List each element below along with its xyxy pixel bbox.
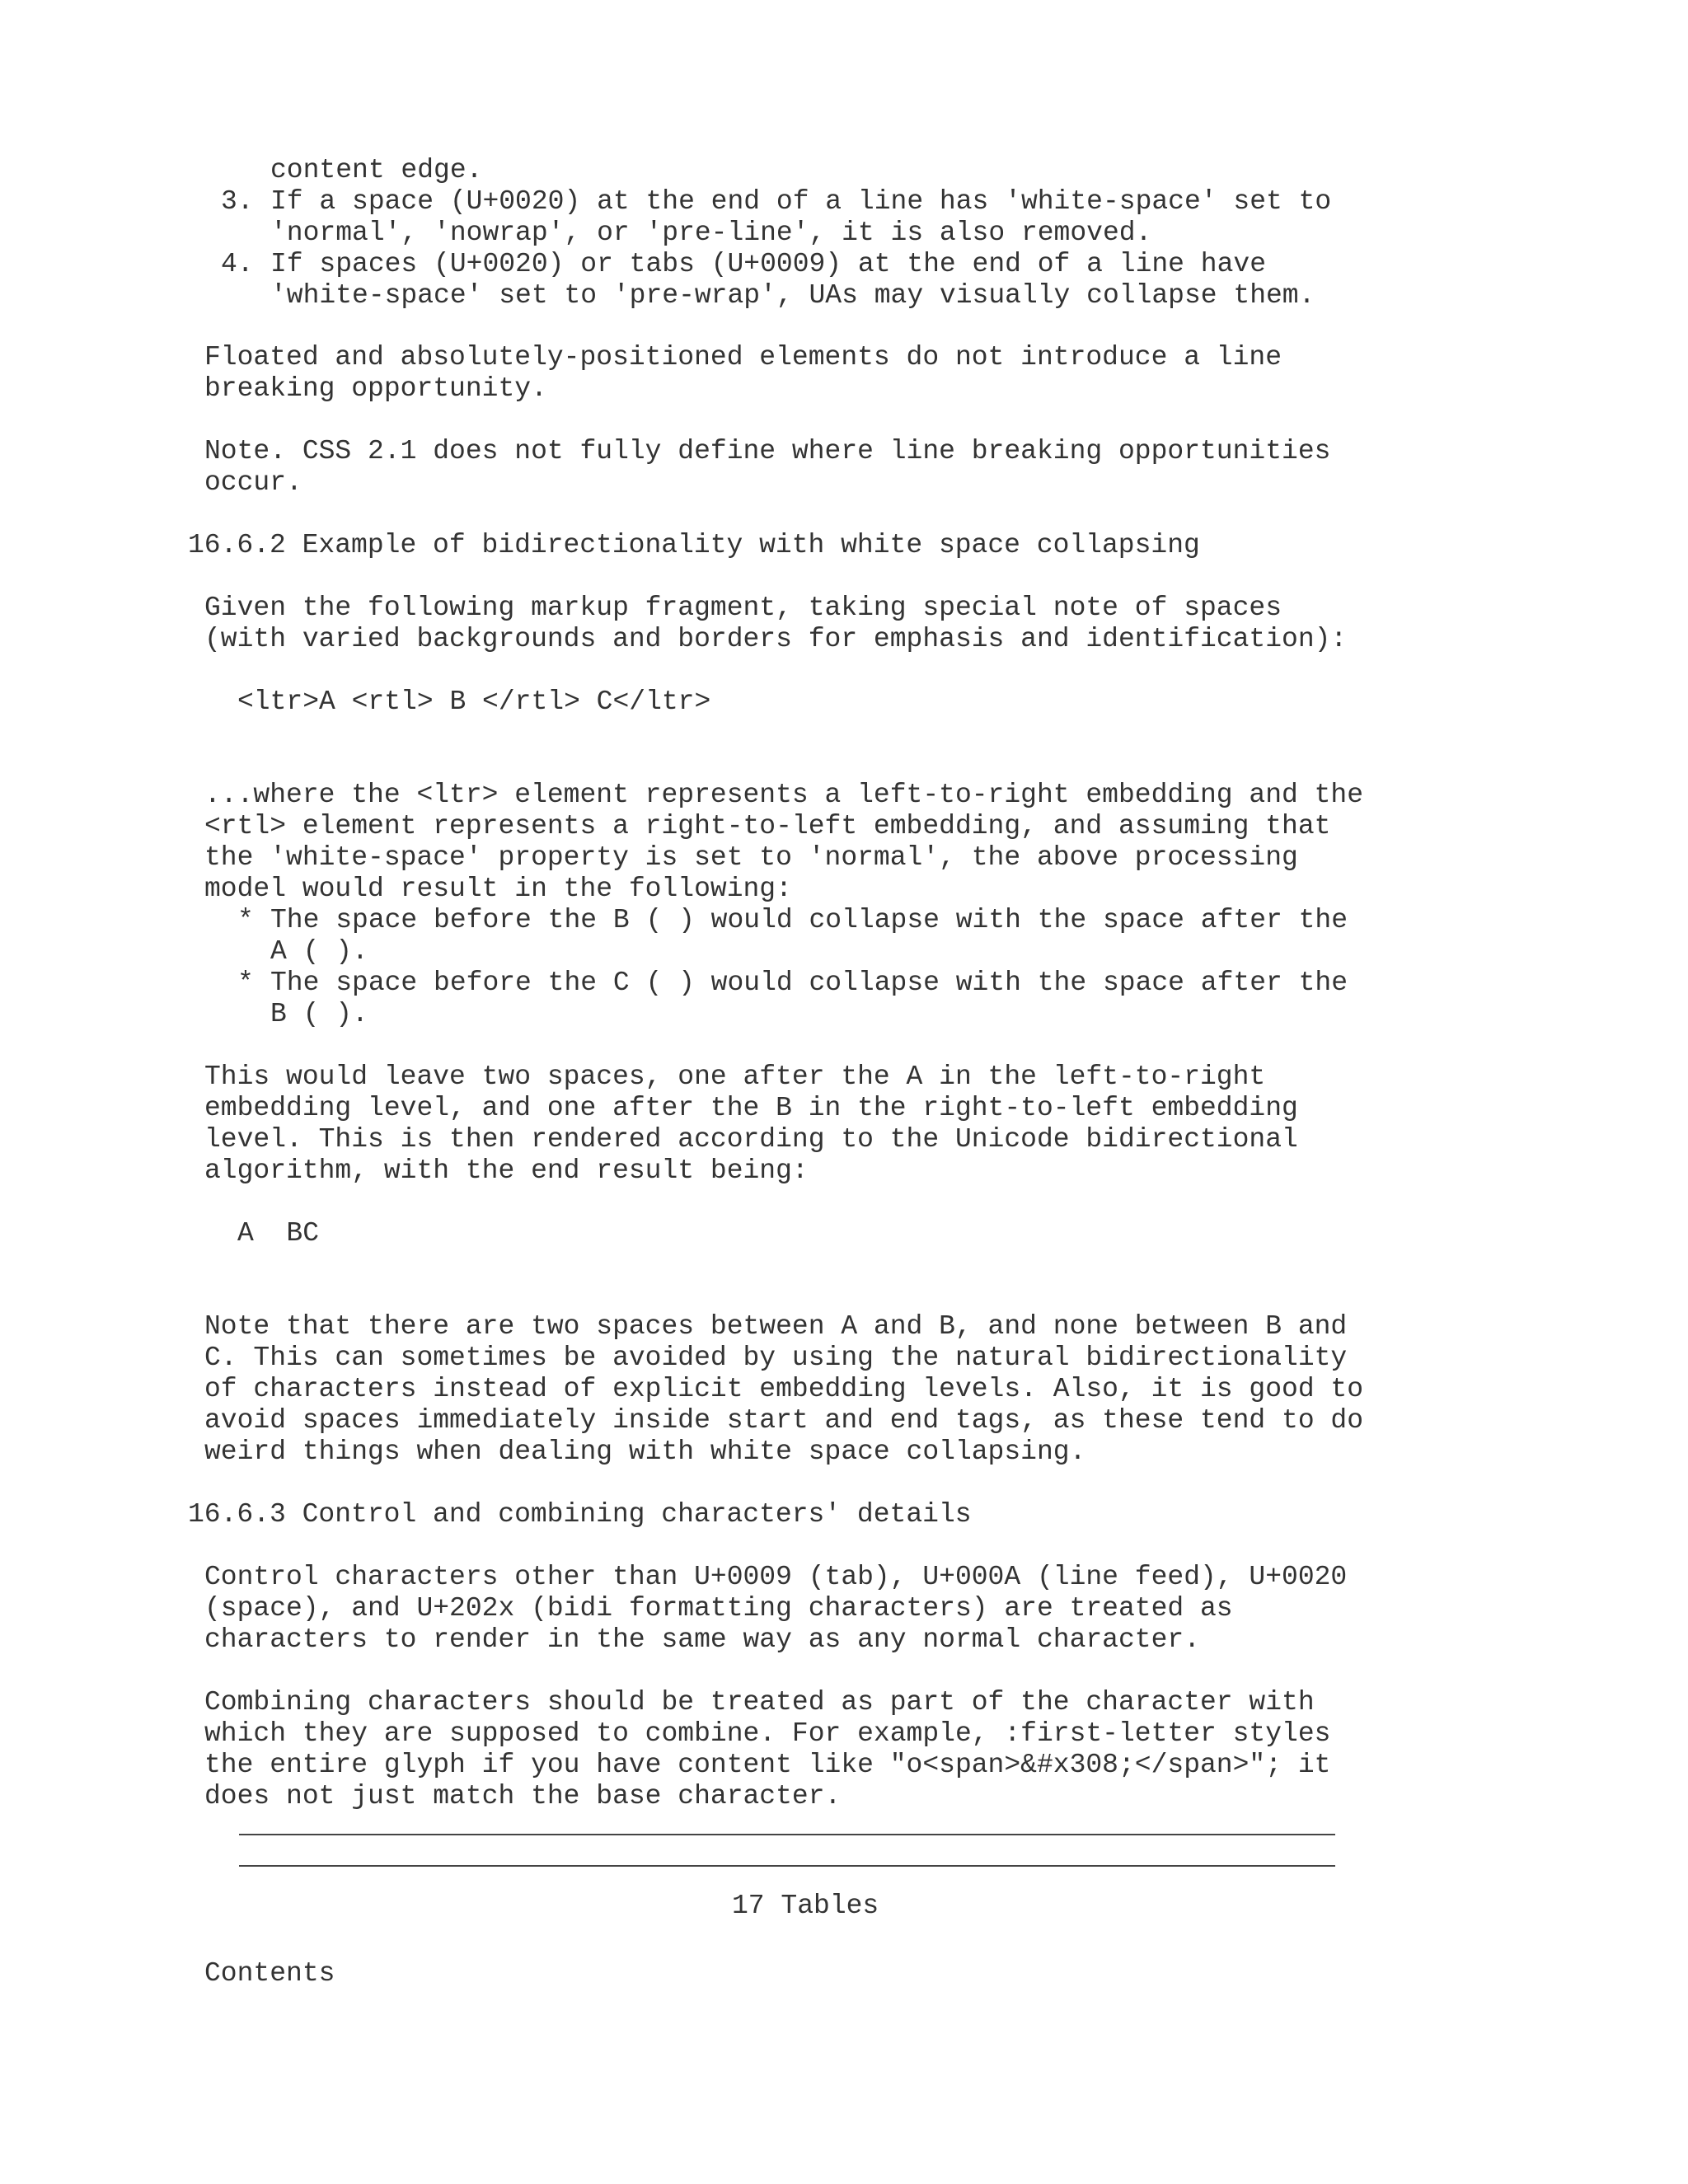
bullet-1-line-1: The space before the B ( ) would collapse with the space after the	[270, 905, 1348, 935]
horizontal-rule-2	[239, 1865, 1335, 1867]
list-item-2-tail: content edge.	[270, 155, 483, 185]
explanation-line-2: <rtl> element represents a right-to-left embedding, and assuming that	[204, 811, 1331, 841]
result-para-line-1: This would leave two spaces, one after the A in the left-to-right	[204, 1062, 1266, 1092]
list-item-3-number: 3.	[221, 186, 254, 217]
note-para-line-2: occur.	[204, 467, 302, 498]
render-result-sample: A BC	[237, 1218, 320, 1249]
bullet-2-marker: *	[237, 968, 254, 998]
intro-para-line-2: (with varied backgrounds and borders for emphasis and identification):	[204, 624, 1348, 654]
floated-para-line-2: breaking opportunity.	[204, 373, 547, 404]
combining-para-line-4: does not just match the base character.	[204, 1781, 842, 1811]
explanation-line-4: model would result in the following:	[204, 874, 792, 904]
closing-para-line-4: avoid spaces immediately inside start and end tags, as these tend to do	[204, 1405, 1364, 1436]
contents-link[interactable]: Contents	[204, 1958, 335, 1989]
list-item-4-number: 4.	[221, 249, 254, 279]
intro-para-line-1: Given the following markup fragment, taking special note of spaces	[204, 593, 1282, 623]
closing-para-line-1: Note that there are two spaces between A and B, and none between B and	[204, 1311, 1348, 1342]
result-para-line-3: level. This is then rendered according to the Unicode bidirectional	[204, 1124, 1298, 1155]
combining-para-line-3: the entire glyph if you have content like "o<span>&#x308;</span>"; it	[204, 1750, 1331, 1780]
result-para-line-4: algorithm, with the end result being:	[204, 1155, 809, 1186]
closing-para-line-5: weird things when dealing with white space collapsing.	[204, 1436, 1086, 1467]
bullet-2-line-2: B ( ).	[270, 999, 368, 1029]
horizontal-rule-1	[239, 1834, 1335, 1835]
result-para-line-2: embedding level, and one after the B in the right-to-left embedding	[204, 1093, 1298, 1123]
explanation-line-1: ...where the <ltr> element represents a left-to-right embedding and the	[204, 780, 1364, 810]
explanation-line-3: the 'white-space' property is set to 'normal', the above processing	[204, 842, 1298, 873]
floated-para-line-1: Floated and absolutely-positioned elements do not introduce a line	[204, 342, 1282, 373]
closing-para-line-2: C. This can sometimes be avoided by using the natural bidirectionality	[204, 1343, 1348, 1373]
list-item-4-line-1: If spaces (U+0020) or tabs (U+0009) at the end of a line have	[270, 249, 1266, 279]
note-para-line-1: Note. CSS 2.1 does not fully define where line breaking opportunities	[204, 436, 1331, 466]
combining-para-line-1: Combining characters should be treated as part of the character with	[204, 1687, 1315, 1718]
control-para-line-1: Control characters other than U+0009 (tab), U+000A (line feed), U+0020	[204, 1562, 1348, 1592]
bullet-1-marker: *	[237, 905, 254, 935]
list-item-3-line-2: 'normal', 'nowrap', or 'pre-line', it is also removed.	[270, 218, 1152, 248]
closing-para-line-3: of characters instead of explicit embedding levels. Also, it is good to	[204, 1374, 1364, 1404]
control-para-line-2: (space), and U+202x (bidi formatting characters) are treated as	[204, 1593, 1233, 1624]
control-para-line-3: characters to render in the same way as any normal character.	[204, 1624, 1200, 1655]
bullet-2-line-1: The space before the C ( ) would collapse with the space after the	[270, 968, 1348, 998]
list-item-4-line-2: 'white-space' set to 'pre-wrap', UAs may visually collapse them.	[270, 280, 1315, 311]
section-heading-16-6-3: 16.6.3 Control and combining characters' details	[188, 1499, 972, 1530]
list-item-3-line-1: If a space (U+0020) at the end of a line has 'white-space' set to	[270, 186, 1332, 217]
bullet-1-line-2: A ( ).	[270, 936, 368, 967]
chapter-title: 17 Tables	[732, 1891, 879, 1921]
combining-para-line-2: which they are supposed to combine. For example, :first-letter styles	[204, 1718, 1331, 1749]
section-heading-16-6-2: 16.6.2 Example of bidirectionality with white space collapsing	[188, 530, 1200, 560]
markup-code-sample: <ltr>A <rtl> B </rtl> C</ltr>	[237, 687, 711, 717]
